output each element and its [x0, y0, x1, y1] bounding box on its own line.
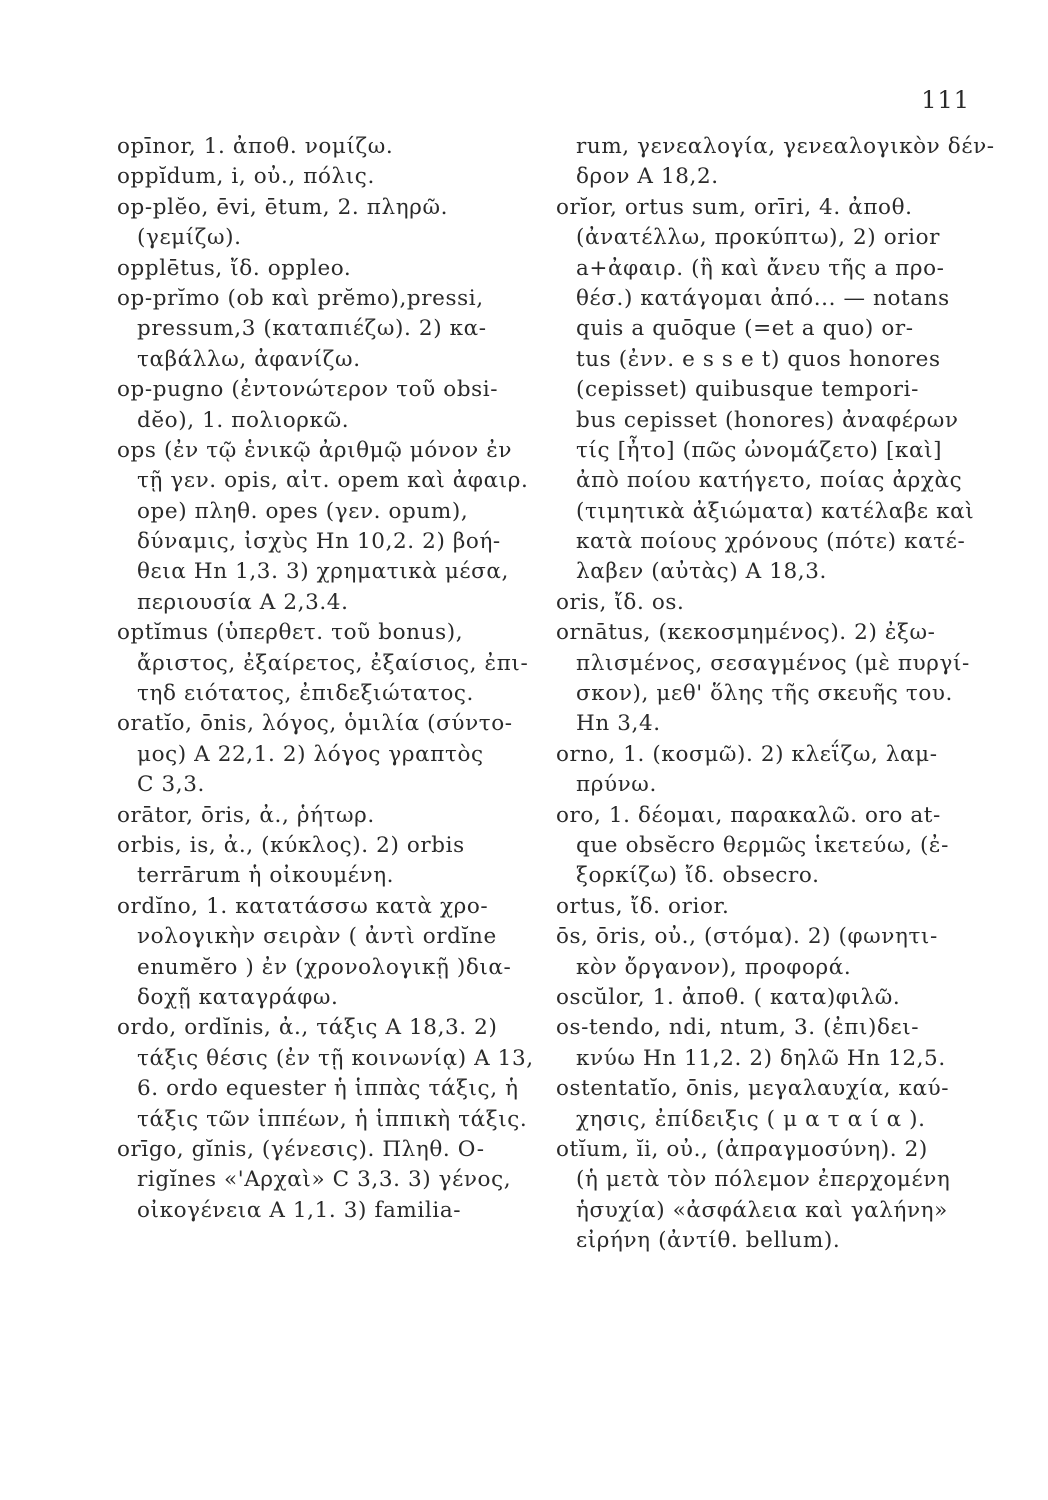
entry-continuation-line: ἀπὸ ποίου κατήγετο, ποίας ἀρχὰς: [576, 468, 963, 494]
entry-continuation-line: enumĕro ) ἐν (χρονολογικῇ )δια-: [137, 954, 512, 980]
entry-continuation-line: ταβάλλω, ἀφανίζω.: [137, 346, 361, 372]
entry-headword-line: ortus, ἴδ. orior.: [556, 893, 730, 919]
entry-continuation-line: bus cepisset (honores) ἀναφέρων: [576, 407, 959, 433]
entry-continuation-line: (γεμίζω).: [137, 225, 242, 251]
entry-headword-line: oratĭo, ōnis, λόγος, ὁμιλία (σύντο-: [117, 711, 513, 737]
entry-continuation-line: dĕo), 1. πολιορκῶ.: [137, 407, 350, 433]
entry-continuation-line: δύναμις, ἰσχὺς Hn 10,2. 2) βοή-: [137, 529, 501, 555]
entry-continuation-line: νολογικὴν σειρὰν ( ἀντὶ ordĭne: [137, 924, 497, 950]
entry-headword-line: optĭmus (ὑπερθετ. τοῦ bonus),: [117, 620, 464, 646]
entry-continuation-line: 6. ordo equester ἡ ἱππὰς τάξις, ἡ: [137, 1076, 519, 1102]
entry-headword-line: oscŭlor, 1. ἀποθ. ( κατα)φιλῶ.: [556, 984, 901, 1010]
entry-continuation-line: Hn 3,4.: [576, 711, 661, 737]
page-number: 111: [921, 86, 970, 114]
entry-continuation-line: μος) A 22,1. 2) λόγος γραπτὸς: [137, 741, 484, 767]
entry-continuation-line: (τιμητικὰ ἀξιώματα) κατέλαβε καὶ: [576, 498, 975, 524]
entry-headword-line: opplētus, ἴδ. oppleo.: [117, 255, 352, 281]
entry-continuation-line: ope) πληθ. opes (γεν. opum),: [137, 498, 469, 524]
entry-continuation-line: δρον A 18,2.: [576, 164, 719, 190]
entry-continuation-line: θέσ.) κατάγομαι ἀπό... — notans: [576, 285, 950, 311]
entry-continuation-line: que obsĕcro θερμῶς ἱκετεύω, (ἐ-: [576, 832, 949, 858]
entry-headword-line: ostentatĭo, ōnis, μεγαλαυχία, καύ-: [556, 1076, 950, 1102]
entry-headword-line: ops (ἐν τῷ ἑνικῷ ἀριθμῷ μόνον ἐν: [117, 437, 513, 463]
entry-headword-line: oppĭdum, i, οὐ., πόλις.: [117, 164, 375, 190]
entry-headword-line: orĭor, ortus sum, orīri, 4. ἀποθ.: [556, 194, 913, 220]
entry-continuation-line: τάξις τῶν ἱππέων, ἡ ἱππικὴ τάξις.: [137, 1106, 528, 1132]
entry-continuation-line: πρύνω.: [576, 772, 657, 798]
entry-headword-line: orbis, is, ἀ., (κύκλος). 2) orbis: [117, 832, 465, 858]
entry-continuation-line: σκον), μεθ' ὅλης τῆς σκευῆς του.: [576, 681, 953, 707]
entry-continuation-line: τάξις θέσις (ἐν τῇ κοινωνίᾳ) A 13,: [137, 1045, 534, 1071]
entry-headword-line: oro, 1. δέομαι, παρακαλῶ. oro at-: [556, 802, 941, 828]
entry-continuation-line: λαβεν (αὐτὰς) A 18,3.: [576, 559, 827, 585]
entry-continuation-line: τίς [ἦτο] (πῶς ὠνομάζετο) [καὶ]: [576, 437, 943, 463]
entry-continuation-line: κὸν ὄργανον), προφορά.: [576, 954, 852, 980]
entry-continuation-line: ἡσυχία) «ἀσφάλεια καὶ γαλήνη»: [576, 1197, 948, 1223]
entry-continuation-line: (ἡ μετὰ τὸν πόλεμον ἐπερχομένη: [576, 1167, 951, 1193]
entry-headword-line: ordĭno, 1. κατατάσσω κατὰ χρο-: [117, 893, 489, 919]
entry-continuation-line: C 3,3.: [137, 772, 205, 798]
entry-continuation-line: κνύω Hn 11,2. 2) δηλῶ Hn 12,5.: [576, 1045, 946, 1071]
entry-continuation-line: pressum,3 (καταπιέζω). 2) κα-: [137, 316, 487, 342]
entry-continuation-line: εἰρήνη (ἀντίθ. bellum).: [576, 1228, 841, 1254]
left-column: [117, 132, 534, 1226]
entry-headword-line: oris, ἴδ. os.: [556, 589, 685, 615]
entry-headword-line: op-pugno (ἐντονώτερον τοῦ obsi-: [117, 377, 499, 403]
right-column: [556, 132, 995, 1256]
entry-continuation-line: terrārum ἡ οἰκουμένη.: [137, 863, 395, 889]
entry-headword-line: os-tendo, ndi, ntum, 3. (ἐπι)δει-: [556, 1015, 920, 1041]
entry-continuation-line: a+ἀφαιρ. (ἢ καὶ ἄνευ τῆς a προ-: [576, 255, 945, 281]
entry-headword-line: orno, 1. (κοσμῶ). 2) κλεΐζω, λαμ-: [556, 741, 938, 767]
entry-continuation-line: ξορκίζω) ἴδ. obsecro.: [576, 863, 820, 889]
entry-continuation-line: περιουσία A 2,3.4.: [137, 589, 349, 615]
entry-continuation-line: rum, γενεαλογία, γενεαλογικὸν δέν-: [576, 134, 995, 159]
entry-continuation-line: τηδ ειότατος, ἐπιδεξιώτατος.: [137, 681, 474, 707]
entry-continuation-line: tus (ἐνν. e s s e t) quos honores: [576, 346, 941, 372]
entry-continuation-line: πλισμένος, σεσαγμένος (μὲ πυργί-: [576, 650, 970, 676]
entry-headword-line: orātor, ōris, ἀ., ῥήτωρ.: [117, 802, 375, 828]
entry-headword-line: op-plĕo, ēvi, ētum, 2. πληρῶ.: [117, 194, 449, 220]
entry-headword-line: orīgo, gĭnis, (γένεσις). Πληθ. O-: [117, 1136, 485, 1162]
entry-continuation-line: rigĭnes «'Αρχαὶ» C 3,3. 3) γένος,: [137, 1167, 512, 1193]
entry-continuation-line: τῇ γεν. opis, αἰτ. opem καὶ ἀφαιρ.: [137, 468, 529, 494]
entry-headword-line: ordo, ordĭnis, ἀ., τάξις A 18,3. 2): [117, 1015, 498, 1041]
entry-continuation-line: χησις, ἐπίδειξις ( μ α τ α ί α ).: [576, 1106, 926, 1132]
entry-headword-line: ōs, ōris, οὐ., (στόμα). 2) (φωνητι-: [556, 924, 938, 950]
entry-continuation-line: (cepisset) quibusque tempori-: [576, 377, 920, 403]
entry-continuation-line: δοχῇ καταγράφω.: [137, 984, 339, 1010]
entry-headword-line: opīnor, 1. ἀποθ. νομίζω.: [117, 134, 394, 159]
entry-headword-line: ornātus, (κεκοσμημένος). 2) ἐξω-: [556, 620, 936, 646]
entry-headword-line: otĭum, ĭi, οὐ., (ἀπραγμοσύνη). 2): [556, 1136, 928, 1162]
entry-continuation-line: quis a quōque (=et a quo) or-: [576, 316, 914, 342]
entry-continuation-line: κατὰ ποίους χρόνους (πότε) κατέ-: [576, 529, 966, 555]
entry-continuation-line: θεια Hn 1,3. 3) χρηματικὰ μέσα,: [137, 559, 509, 585]
entry-continuation-line: (ἀνατέλλω, προκύπτω), 2) orior: [576, 225, 941, 251]
entry-continuation-line: οἰκογένεια A 1,1. 3) familia-: [137, 1197, 462, 1223]
entry-headword-line: op-prĭmo (ob καὶ prĕmo),pressi,: [117, 285, 484, 311]
entry-continuation-line: ἄριστος, ἐξαίρετος, ἐξαίσιος, ἐπι-: [137, 650, 529, 676]
